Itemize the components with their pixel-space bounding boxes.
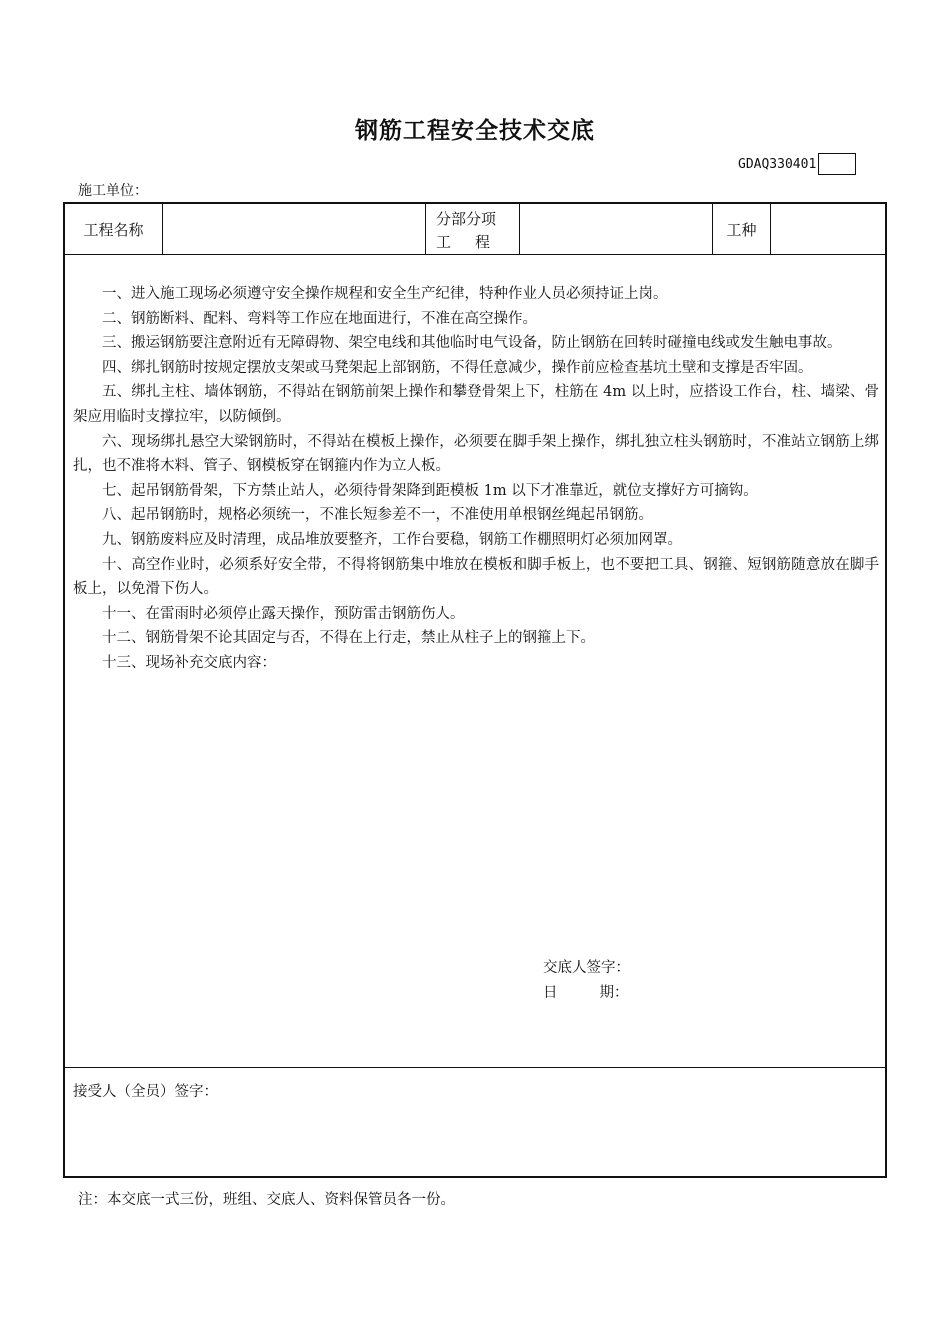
safety-item: 四、绑扎钢筋时按规定摆放支架或马凳架起上部钢筋，不得任意减少，操作前应检查基坑土壁和支撑是否牢固。 <box>102 359 813 376</box>
construction-unit-label: 施工单位： <box>78 183 148 199</box>
date-label <box>543 981 629 1002</box>
safety-item: 一、进入施工现场必须遵守安全操作规程和安全生产纪律，特种作业人员必须持证上岗。 <box>102 286 668 302</box>
sub-project-label-line2: 工程 <box>436 233 515 251</box>
trade-field[interactable] <box>771 204 885 254</box>
safety-item: 九、钢筋废料应及时清理，成品堆放要整齐，工作台要稳，钢筋工作棚照明灯必须加网罩。 <box>102 531 682 548</box>
disclosure-form <box>63 202 887 1178</box>
date-label-b: 期： <box>599 985 629 1001</box>
header-row <box>65 204 885 255</box>
trade-label: 工种 <box>713 204 771 254</box>
safety-items <box>73 282 879 676</box>
form-code-box[interactable] <box>818 153 856 175</box>
safety-item: 十一、在雷雨时必须停止露天操作，预防雷击钢筋伤人。 <box>102 605 465 622</box>
form-code-text: GDAQ330401 <box>738 156 817 172</box>
document-title: 钢筋工程安全技术交底 <box>355 117 595 144</box>
safety-item: 十、高空作业时，必须系好安全带，不得将钢筋集中堆放在模板和脚手板上，也不要把工具、钢箍、短钢筋随意放在脚手板上，以免滑下伤人。 <box>73 556 879 598</box>
safety-item: 三、搬运钢筋要注意附近有无障碍物、架空电线和其他临时电气设备，防止钢筋在回转时碰撞电线或发生触电事故。 <box>102 335 842 352</box>
safety-item: 八、起吊钢筋时，规格必须统一，不准长短参差不一，不准使用单根钢丝绳起吊钢筋。 <box>102 507 653 524</box>
safety-item: 五、绑扎主柱、墙体钢筋，不得站在钢筋前架上操作和攀登骨架上下，柱筋在 4m 以上时，应搭设工作台，柱、墙梁、骨架应用临时支撑拉牢，以防倾倒。 <box>73 384 879 425</box>
safety-item: 二、钢筋断料、配料、弯料等工作应在地面进行，不准在高空操作。 <box>102 310 537 327</box>
footnote: 注：本交底一式三份，班组、交底人、资料保管员各一份。 <box>78 1192 455 1208</box>
form-code <box>738 153 856 175</box>
sub-project-label <box>426 204 520 254</box>
sub-project-label-line1: 分部分项 <box>436 210 497 228</box>
date-label-a: 日 <box>543 985 558 1001</box>
safety-item: 七、起吊钢筋骨架，下方禁止站人，必须待骨架降到距模板 1m 以下才准靠近，就位支撑好方可摘钩。 <box>102 482 758 499</box>
project-name-field[interactable] <box>163 204 426 254</box>
disclosure-content <box>65 255 885 1068</box>
project-name-label: 工程名称 <box>65 204 163 254</box>
signer-label: 交底人签字： <box>543 960 630 976</box>
sub-project-field[interactable] <box>520 204 713 254</box>
receiver-signature-label: 接受人（全员）签字： <box>73 1084 218 1100</box>
safety-item: 六、现场绑扎悬空大梁钢筋时，不得站在模板上操作，必须要在脚手架上操作，绑扎独立柱头钢筋时，不准站立钢筋上绑扎，也不准将木料、管子、钢模板穿在钢箍内作为立人板。 <box>73 433 879 475</box>
safety-item: 十二、钢筋骨架不论其固定与否，不得在上行走，禁止从柱子上的钢箍上下。 <box>102 630 595 647</box>
safety-item: 十三、现场补充交底内容： <box>102 654 276 671</box>
